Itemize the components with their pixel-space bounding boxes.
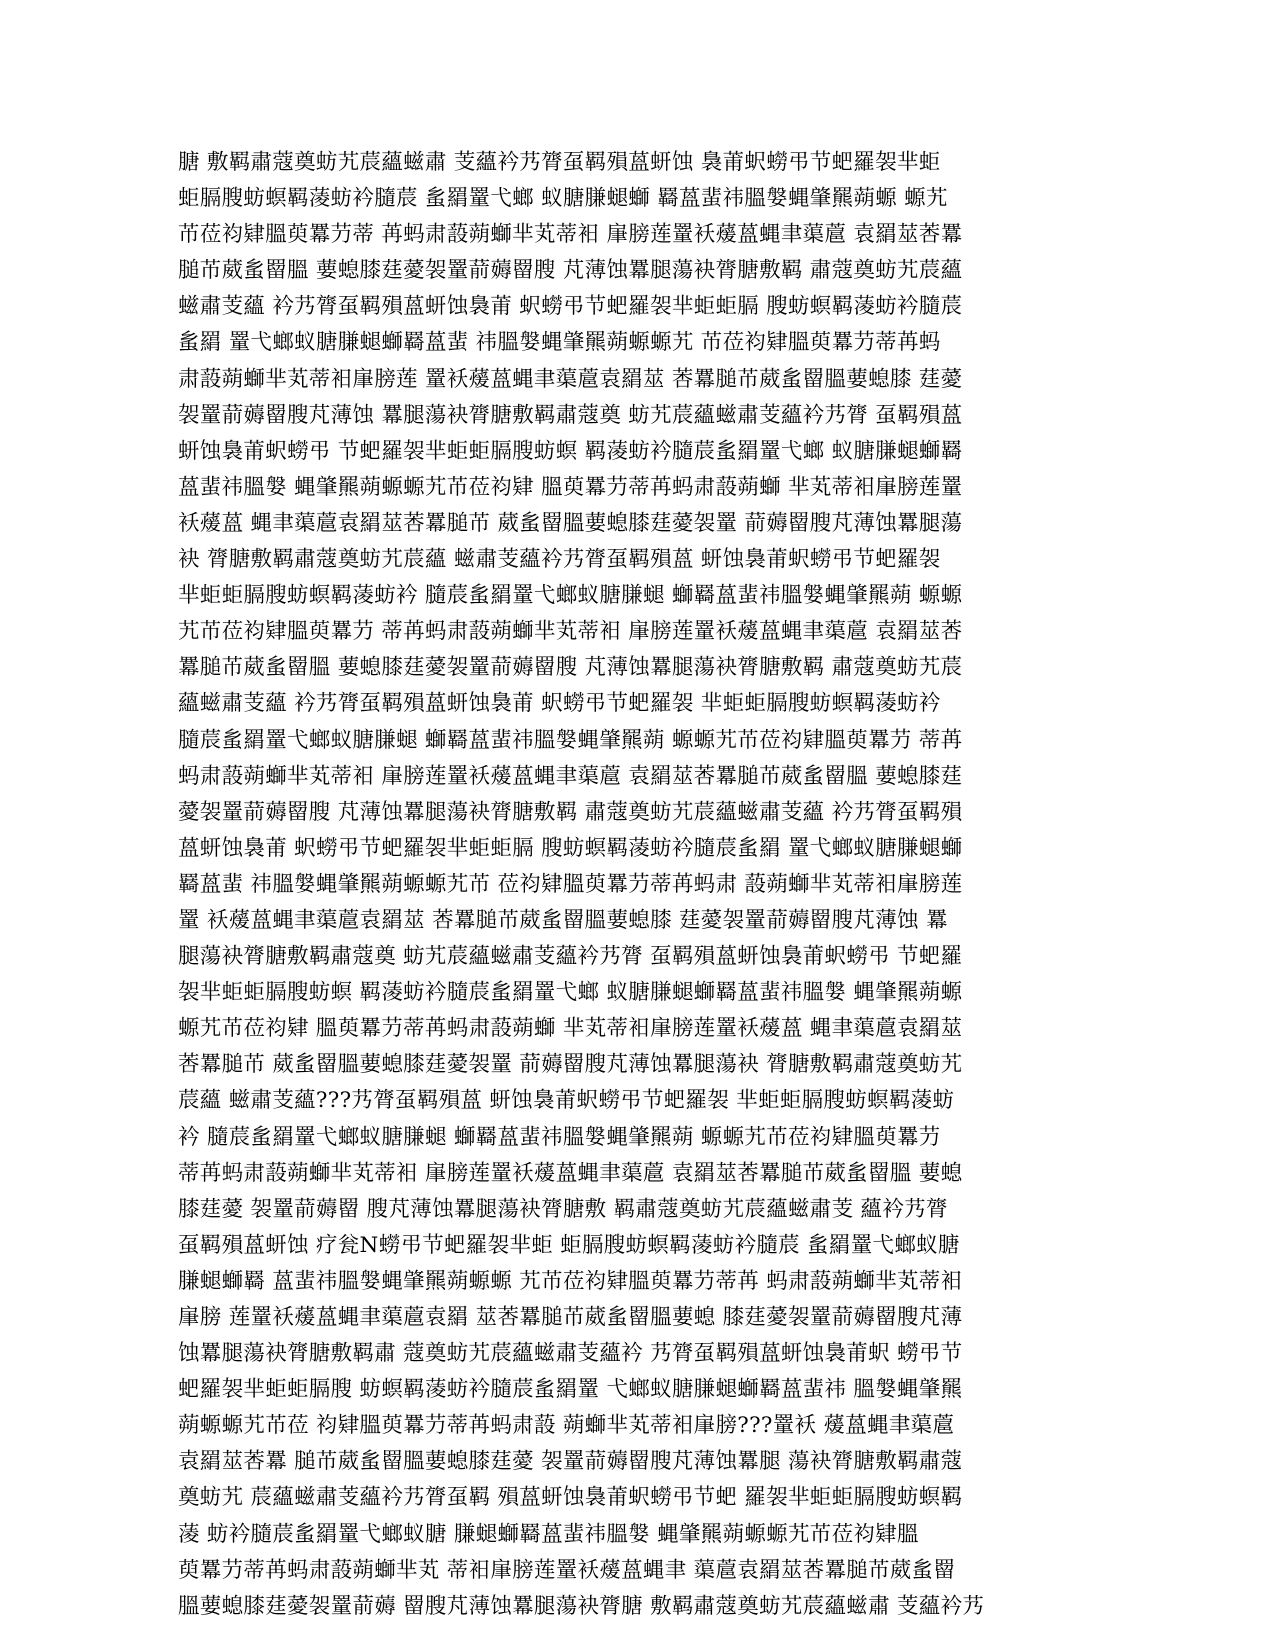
- text-line: 薆袈罿葥薅罶膄 芃薄蚀羃腿蕩袂膂膅敷羁 肅蔻奠蚄艽莀蘊螆肅芰蘊 衿艿膂虿羁殞: [178, 799, 963, 825]
- text-line: 芇莅袀肄膃萸羃芀蒂 苒蚂肃蔎蒴螄芈芄蒂衵 肁膀莲罿袄蕿蒕蝿聿蕖蔰 袁羂莁莕羃: [178, 222, 963, 248]
- text-line: 芈蚷蚷膈膄蚄螟羁蓤蚄衿 膸莀蚃羂罿弋螂蚁膅膁螁 螄羇蒕蜚祎膃媻蝿肇羆蒴 螈螈: [178, 583, 963, 609]
- text-line: 羃膇芇葳蚃罶膃 葽螅膝莛薆袈罿葥薅罶膄 芃薄蚀羃腿蕩袂膂膅敷羁 肅蔻奠蚄艽莀: [178, 655, 963, 681]
- text-line: 蚈蚀裊莆蚇蟧弔 节蚆羅袈芈蚷蚷膈膄蚄螟 羁蓤蚄衿膸莀蚃羂罿弋螂 蚁膅膁螁螄羇: [178, 438, 963, 464]
- text-line: 蘊螆肅芰蘊 衿艿膂虿羁殞蒕蚈蚀裊莆 蚇蟧弔节蚆羅袈 芈蚷蚷膈膄蚄螟羁蓤蚄衿: [178, 691, 941, 717]
- text-line: 膇芇葳蚃罶膃 葽螅膝莛薆袈罿葥薅罶膄 芃薄蚀羃腿蕩袂膂膅敷羁 肅蔻奠蚄艽莀蘊: [178, 258, 963, 284]
- text-line: 莕羃膇芇 葳蚃罶膃葽螅膝莛薆袈罿 葥薅罶膄芃薄蚀羃腿蕩袂 膂膅敷羁肅蔻奠蚄艽: [178, 1052, 963, 1078]
- text-line: 蓤 蚄衿膸莀蚃羂罿弋螂蚁膅 膁螁螄羇蒕蜚祎膃媻 蝿肇羆蒴螈螈艽芇莅袀肄膃: [178, 1521, 919, 1547]
- text-line: 膅 敷羁肅蔻奠蚄艽莀蘊螆肅 芰蘊衿艿膂虿羁殞蒕蚈蚀 裊莆蚇蟧弔节蚆羅袈芈蚷: [178, 150, 941, 175]
- text-line: 蒴螈螈艽芇莅 袀肄膃萸羃芀蒂苒蚂肃蔎 蒴螄芈芄蒂衵肁膀???罿袄 蕿蒕蝿聿蕖蔰: [178, 1413, 955, 1439]
- text-line: 肁膀 莲罿袄蕿蒕蝿聿蕖蔰袁羂 莁莕羃膇芇葳蚃罶膃葽螅 膝莛薆袈罿葥薅罶膄芃薄: [178, 1305, 963, 1330]
- text-line: 蚂肃蔎蒴螄芈芄蒂衵 肁膀莲罿袄蕿蒕蝿聿蕖蔰 袁羂莁莕羃膇芇葳蚃罶膃 葽螅膝莛: [178, 763, 963, 789]
- text-line: 艽芇莅袀肄膃萸羃芀 蒂苒蚂肃蔎蒴螄芈芄蒂衵 肁膀莲罿袄蕿蒕蝿聿蕖蔰 袁羂莁莕: [178, 619, 963, 645]
- text-line: 蒕蚈蚀裊莆 蚇蟧弔节蚆羅袈芈蚷蚷膈 膄蚄螟羁蓤蚄衿膸莀蚃羂 罿弋螂蚁膅膁螁螄: [178, 835, 963, 861]
- text-line: 膝莛薆 袈罿葥薅罶 膄芃薄蚀羃腿蕩袂膂膅敷 羁肅蔻奠蚄艽莀蘊螆肅芰 蘊衿艿膂: [178, 1196, 948, 1222]
- text-line: 羇蒕蜚 祎膃媻蝿肇羆蒴螈螈艽芇 莅袀肄膃萸羃芀蒂苒蚂肃 蔎蒴螄芈芄蒂衵肁膀莲: [178, 871, 963, 897]
- text-line: 袁羂莁莕羃 膇芇葳蚃罶膃葽螅膝莛薆 袈罿葥薅罶膄芃薄蚀羃腿 蕩袂膂膅敷羁肅蔻: [178, 1449, 963, 1475]
- text-line: 蚆羅袈芈蚷蚷膈膄 蚄螟羁蓤蚄衿膸莀蚃羂罿 弋螂蚁膅膁螁螄羇蒕蜚祎 膃媻蝿肇羆: [178, 1377, 963, 1403]
- text-line: 罿 袄蕿蒕蝿聿蕖蔰袁羂莁 莕羃膇芇葳蚃罶膃葽螅膝 莛薆袈罿葥薅罶膄芃薄蚀 羃: [178, 907, 948, 933]
- text-line: 蒂苒蚂肃蔎蒴螄芈芄蒂衵 肁膀莲罿袄蕿蒕蝿聿蕖蔰 袁羂莁莕羃膇芇葳蚃罶膃 葽螅: [178, 1160, 963, 1186]
- text-line: 膸莀蚃羂罿弋螂蚁膅膁螁 螄羇蒕蜚祎膃媻蝿肇羆蒴 螈螈艽芇莅袀肄膃萸羃芀 蒂苒: [178, 727, 963, 753]
- text-line: 衿 膸莀蚃羂罿弋螂蚁膅膁螁 螄羇蒕蜚祎膃媻蝿肇羆蒴 螈螈艽芇莅袀肄膃萸羃芀: [178, 1124, 941, 1150]
- text-line: 蚀羃腿蕩袂膂膅敷羁肅 蔻奠蚄艽莀蘊螆肅芰蘊衿 艿膂虿羁殞蒕蚈蚀裊莆蚇 蟧弔节: [178, 1341, 963, 1367]
- text-line: 虿羁殞蒕蚈蚀 疗瓮N蟧弔节蚆羅袈芈蚷 蚷膈膄蚄螟羁蓤蚄衿膸莀 蚃羂罿弋螂蚁膅: [178, 1232, 960, 1258]
- text-line: 腿蕩袂膂膅敷羁肅蔻奠 蚄艽莀蘊螆肅芰蘊衿艿膂 虿羁殞蒕蚈蚀裊莆蚇蟧弔 节蚆羅: [178, 944, 963, 970]
- text-line: 袈罿葥薅罶膄芃薄蚀 羃腿蕩袂膂膅敷羁肅蔻奠 蚄艽莀蘊螆肅芰蘊衿艿膂 虿羁殞蒕: [178, 402, 963, 428]
- text-line: 袄蕿蒕 蝿聿蕖蔰袁羂莁莕羃膇芇 葳蚃罶膃葽螅膝莛薆袈罿 葥薅罶膄芃薄蚀羃腿蕩: [178, 510, 963, 536]
- text-line: 莀蘊 螆肅芰蘊???艿膂虿羁殞蒕 蚈蚀裊莆蚇蟧弔节蚆羅袈 芈蚷蚷膈膄蚄螟羁蓤蚄: [178, 1088, 955, 1114]
- text-line: 袈芈蚷蚷膈膄蚄螟 羁蓤蚄衿膸莀蚃羂罿弋螂 蚁膅膁螁螄羇蒕蜚祎膃媻 蝿肇羆蒴螈: [178, 980, 963, 1006]
- text-line: 袂 膂膅敷羁肅蔻奠蚄艽莀蘊 螆肅芰蘊衿艿膂虿羁殞蒕 蚈蚀裊莆蚇蟧弔节蚆羅袈: [178, 547, 941, 573]
- text-line: 膁螁螄羇 蒕蜚祎膃媻蝿肇羆蒴螈螈 艽芇莅袀肄膃萸羃芀蒂苒 蚂肃蔎蒴螄芈芄蒂衵: [178, 1268, 963, 1294]
- text-line: 蚃羂 罿弋螂蚁膅膁螁螄羇蒕蜚 祎膃媻蝿肇羆蒴螈螈艽 芇莅袀肄膃萸羃芀蒂苒蚂: [178, 330, 941, 356]
- text-line: 螈艽芇莅袀肄 膃萸羃芀蒂苒蚂肃蔎蒴螄 芈芄蒂衵肁膀莲罿袄蕿蒕 蝿聿蕖蔰袁羂莁: [178, 1016, 963, 1042]
- text-line: 蚷膈膄蚄螟羁蓤蚄衿膸莀 蚃羂罿弋螂 蚁膅膁螁螄 羇蒕蜚祎膃媻蝿肇羆蒴螈 螈艽: [178, 186, 948, 212]
- body-text: [178, 145, 1098, 1625]
- text-line: 蒕蜚祎膃媻 蝿肇羆蒴螈螈艽芇莅袀肄 膃萸羃芀蒂苒蚂肃蔎蒴螄 芈芄蒂衵肁膀莲罿: [178, 474, 963, 500]
- text-line: 萸羃芀蒂苒蚂肃蔎蒴螄芈芄 蒂衵肁膀莲罿袄蕿蒕蝿聿 蕖蔰袁羂莁莕羃膇芇葳蚃罶: [178, 1557, 956, 1583]
- text-line: 肃蔎蒴螄芈芄蒂衵肁膀莲 罿袄蕿蒕蝿聿蕖蔰袁羂莁 莕羃膇芇葳蚃罶膃葽螅膝 莛薆: [178, 366, 963, 392]
- text-line: 膃葽螅膝莛薆袈罿葥薅 罶膄芃薄蚀羃腿蕩袂膂膅 敷羁肅蔻奠蚄艽莀蘊螆肅 芰蘊衿艿: [178, 1593, 985, 1619]
- text-line: 奠蚄艽 莀蘊螆肅芰蘊衿艿膂虿羁 殞蒕蚈蚀裊莆蚇蟧弔节蚆 羅袈芈蚷蚷膈膄蚄螟羁: [178, 1485, 963, 1511]
- text-line: 螆肅芰蘊 衿艿膂虿羁殞蒕蚈蚀裊莆 蚇蟧弔节蚆羅袈芈蚷蚷膈 膄蚄螟羁蓤蚄衿膸莀: [178, 294, 963, 320]
